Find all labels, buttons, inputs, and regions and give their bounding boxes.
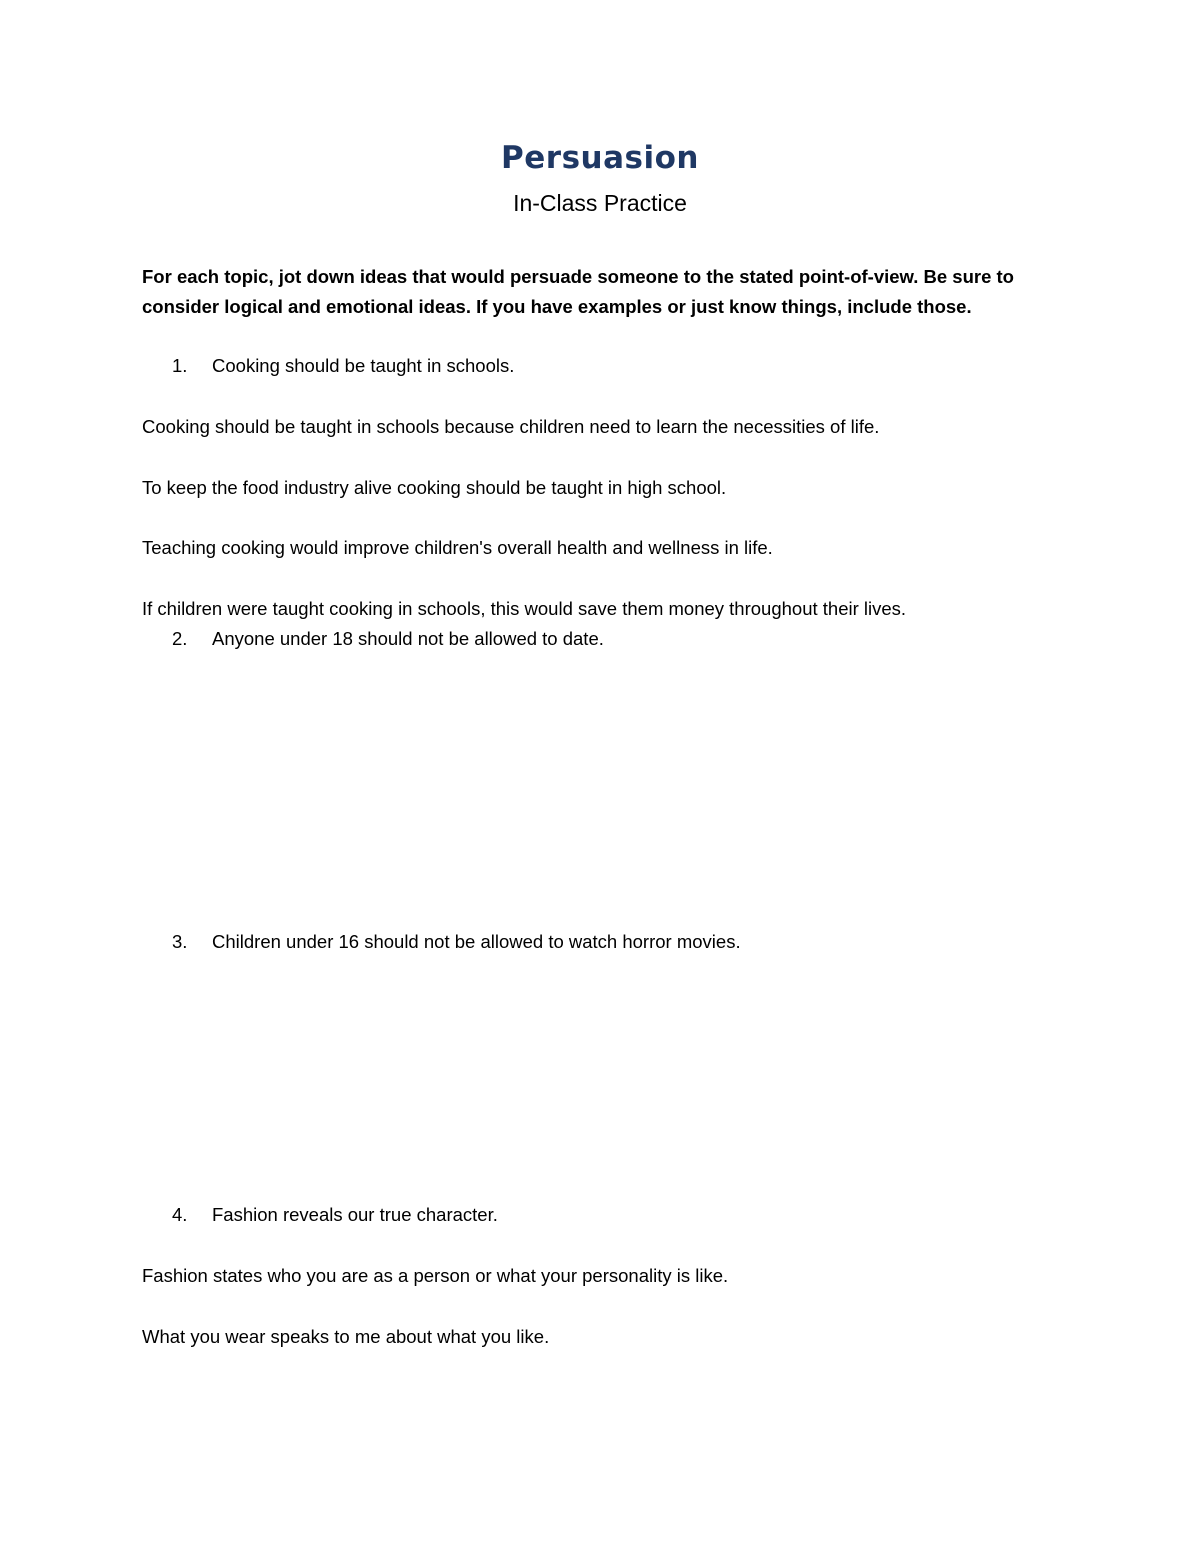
answer-line: Teaching cooking would improve children's overall health and wellness in life. <box>142 537 773 558</box>
item-topic: Anyone under 18 should not be allowed to date. <box>212 628 604 649</box>
item-number: 2. <box>172 628 188 649</box>
answer-line: If children were taught cooking in schools, this would save them money throughout their lives. <box>142 598 907 619</box>
item-number: 3. <box>172 931 188 952</box>
answer-line: To keep the food industry alive cooking should be taught in high school. <box>142 477 727 498</box>
page-subtitle: In-Class Practice <box>513 190 687 216</box>
item-topic: Children under 16 should not be allowed to watch horror movies. <box>212 931 741 952</box>
item-number: 4. <box>172 1204 188 1225</box>
item-topic: Fashion reveals our true character. <box>212 1204 498 1225</box>
answer-line: Cooking should be taught in schools because children need to learn the necessities of life. <box>142 416 880 437</box>
answer-line: Fashion states who you are as a person or what your personality is like. <box>142 1265 729 1286</box>
answer-line: What you wear speaks to me about what you like. <box>142 1326 550 1347</box>
page-title: Persuasion <box>501 140 699 176</box>
item-topic: Cooking should be taught in schools. <box>212 355 515 376</box>
instructions-paragraph: For each topic, jot down ideas that would persuade someone to the stated point-of-view. Be sure to consider logical and emotional ideas. If you have examples or just know things, include those. <box>142 266 1014 317</box>
item-number: 1. <box>172 355 188 376</box>
